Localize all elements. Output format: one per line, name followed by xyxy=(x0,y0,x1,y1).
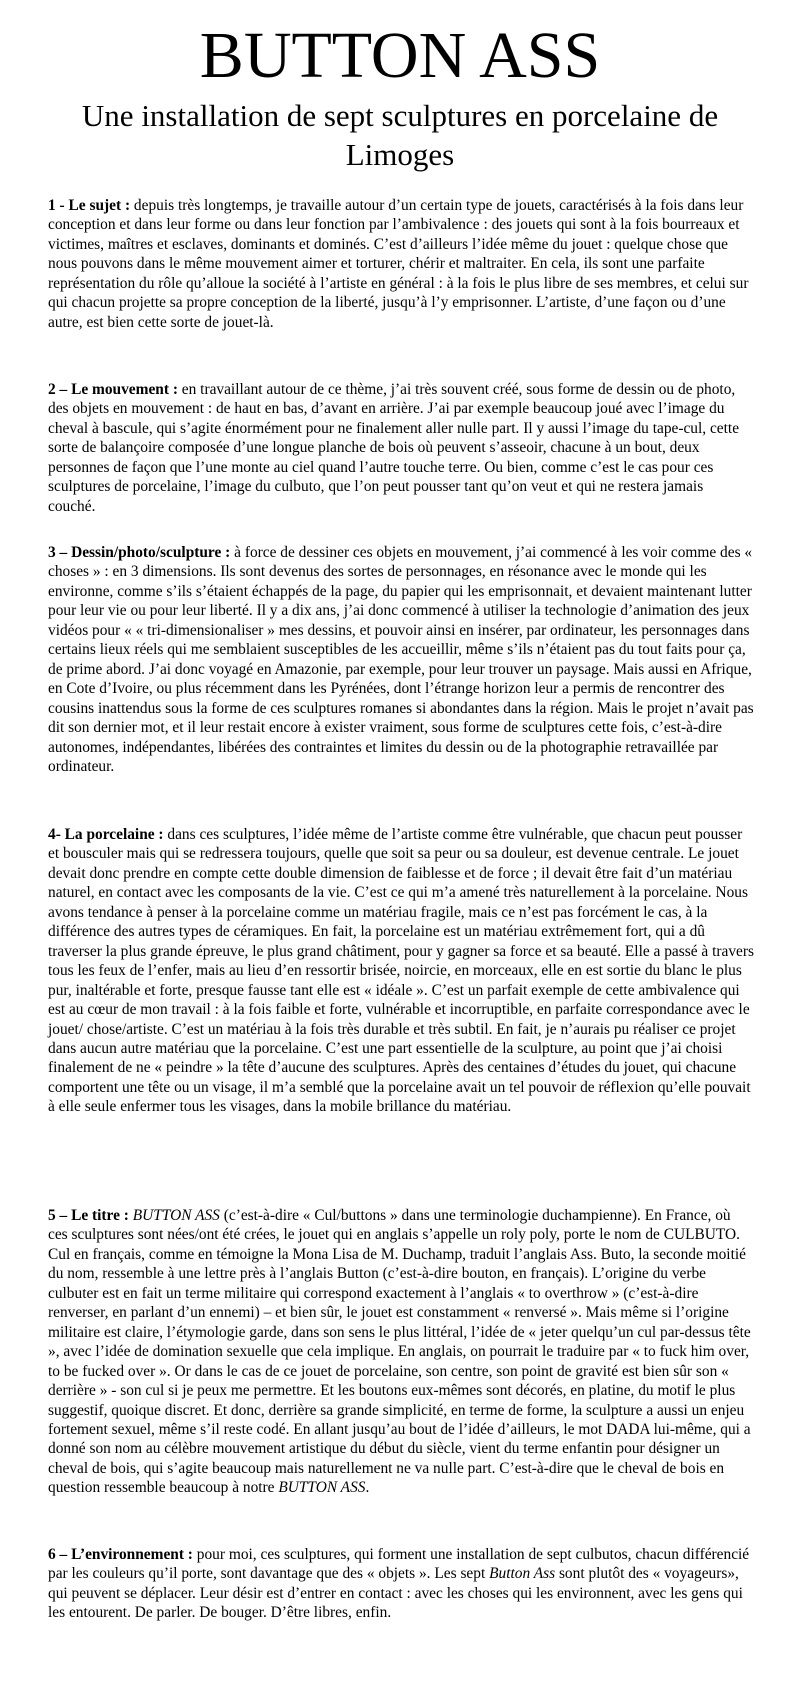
paragraph-heading: 6 – L’environnement : xyxy=(48,1546,193,1563)
paragraph-text: . xyxy=(365,1479,370,1497)
paragraph-heading: 3 – Dessin/photo/sculpture : xyxy=(48,544,231,561)
paragraph-mouvement xyxy=(48,380,754,516)
paragraph-heading: 1 - Le sujet : xyxy=(48,197,131,214)
paragraph-text: dans ces sculptures, l’idée même de l’artiste comme être vulnérable, que chacun peut pousser et bousculer mais qui se redressera toujours, quelle que soit sa peur ou sa douleur, est devenue centrale. Le jouet devait donc prendre en compte cette double dimension de faiblesse et de force ; il devait être fait d’un matériau naturel, en contact avec les composants de la vie. C’est ce qui m’a amené très naturellement à la porcelaine. Nous avons tendance à penser à la porcelaine comme un matériau fragile, mais ce n’est pas forcément le cas, à la différence des autres types de céramiques. En fait, la porcelaine est un matériau extrêmement fort, qui a dû traverser la plus grande épreuve, le plus grand châtiment, pour y gagner sa force et sa beauté. Elle a passé à travers tous les feux de l’enfer, mais au lieu d’en ressortir brisée, noircie, en morceaux, elle en est sortie du blanc le plus pur, inaltérable et forte, presque fausse tant elle est « idéale ». C’est un parfait exemple de cette ambivalence qui est au cœur de mon travail : à la fois faible et forte, vulnérable et incorruptible, en parfaite correspondance avec le jouet/ chose/artiste. C’est un matériau à la fois très durable et très subtil. En fait, je n’aurais pu réaliser ce projet dans aucun autre matériau que la porcelaine. C’est une part essentielle de la sculpture, au point que j’ai choisi finalement de ne « peindre » la tête d’aucune des sculptures. Après des centaines d’études du jouet, qui chacune comportent une tête ou un visage, il m’a semblé que la porcelaine avait un tel pouvoir de réflexion qu’elle pouvait à elle seule enfermer tous les visages, dans la mobile brillance du matériau. xyxy=(48,826,754,1116)
italic-title-reference: Button Ass xyxy=(489,1565,556,1583)
paragraph-text: en travaillant autour de ce thème, j’ai très souvent créé, sous forme de dessin ou de photo, des objets en mouvement : de haut en bas, d’avant en arrière. J’ai par exemple beaucoup joué avec l’image du cheval à bascule, qui s’agite énormément pour ne finalement aller nulle part. Il y aussi l’image du tape-cul, cette sorte de balançoire composée d’une longue planche de bois où peuvent s’asseoir, chacune à un bout, deux personnes de façon que l’une monte au ciel quand l’autre touche terre. Ou bien, comme c’est le cas pour ces sculptures de porcelaine, l’image du culbuto, que l’on peut pousser tant qu’on veut et qui ne restera jamais couché. xyxy=(48,381,740,515)
paragraph-dessin-photo-sculpture xyxy=(48,543,754,776)
italic-title-reference: BUTTON ASS xyxy=(278,1479,366,1497)
paragraph-heading: 2 – Le mouvement : xyxy=(48,381,178,398)
paragraph-environnement xyxy=(48,1545,754,1623)
document-title: BUTTON ASS xyxy=(199,19,601,92)
italic-title-reference: BUTTON ASS xyxy=(132,1207,220,1224)
paragraph-sujet xyxy=(48,196,754,332)
paragraph-text: sont plutôt des « voyageurs», qui peuvent se déplacer. Leur désir est d’entrer en contact : avec les choses qui les environnent, avec les gens qui les entourent. De parler. De bouger. D’être libres, enfin. xyxy=(48,1565,743,1622)
paragraph-text: depuis très longtemps, je travaille autour d’un certain type de jouets, caractérisés à la fois dans leur conception et dans leur forme ou dans leur fonction par l’ambivalence : des jouets qui sont à la fois bourreaux et victimes, maîtres et esclaves, dominants et dominés. C’est d’ailleurs l’idée même du jouet : quelque chose que nous pouvons dans le même mouvement aimer et torturer, chérir et maltraiter. En cela, ils sont une parfaite représentation du rôle qu’alloue la société à l’artiste en général : à la fois le plus libre de ses membres, et celui sur qui chacun projette sa propre conception de la liberté, jusqu’à l’y emprisonner. L’artiste, d’une façon ou d’une autre, est bien cette sorte de jouet-là. xyxy=(48,197,749,331)
document-subtitle: Une installation de sept sculptures en porcelaine de Limoges xyxy=(81,98,719,172)
paragraph-titre xyxy=(48,1206,754,1498)
paragraph-heading: 4- La porcelaine : xyxy=(48,826,164,843)
paragraph-text: pour moi, ces sculptures, qui forment une installation de sept culbutos, chacun différencié par les couleurs qu’il porte, sont davantage que des « objets ». Les sept xyxy=(48,1546,750,1583)
paragraph-text: (c’est-à-dire « Cul/buttons » dans une terminologie duchampienne). En France, où ces sculptures sont nées/ont été crées, le jouet qui en anglais s’appelle un roly poly, porte le nom de CULBUTO. Cul en français, comme en témoigne la Mona Lisa de M. Duchamp, traduit l’anglais Ass. Buto, la seconde moitié du nom, ressemble à une lettre près à l’anglais Button (c’est-à-dire bouton, en français). L’origine du verbe culbuter est en fait un terme militaire qui correspond exactement à l’anglais « to overthrow » (c’est-à-dire renverser, en parlant d’un ennemi) – et bien sûr, le jouet est constamment « renversé ». Mais même si l’origine militaire est claire, l’étymologie garde, dans son sens le plus littéral, l’idée de « jeter quelqu’un cul par-dessus tête », avec l’idée de domination sexuelle que cela implique. En anglais, on pourrait le traduire par « to fuck him over, to be fucked over ». Or dans le cas de ce jouet de porcelaine, son centre, son point de gravité est bien sûr son « derrière » - son cul si je peux me permettre. Et les boutons eux-mêmes sont décorés, en platine, du motif le plus suggestif, quoique discret. Et donc, derrière sa grande simplicité, en terme de forme, la sculpture a aussi un enjeu fortement sexuel, même s’il reste codé. En allant jusqu’au bout de l’idée d’ailleurs, le mot DADA lui-même, qui a donné son nom au célèbre mouvement artistique du début du siècle, vient du terme enfantin pour désigner un cheval de bois, qui s’agite beaucoup mais naturellement ne va nulle part. C’est-à-dire que le cheval de bois en question ressemble beaucoup à notre xyxy=(48,1207,751,1497)
paragraph-text: à force de dessiner ces objets en mouvement, j’ai commencé à les voir comme des « choses » : en 3 dimensions. Ils sont devenus des sortes de personnages, en résonance avec le monde qui les environne, comme s’ils s’étaient échappés de la page, du papier qui les emprisonnait, et devaient maintenant lutter pour leur vie ou pour leur liberté. Il y a dix ans, j’ai donc commencé à utiliser la technologie d’animation des jeux vidéos pour « « tri-dimensionaliser » mes dessins, et pouvoir ainsi en insérer, par ordinateur, les personnages dans certains lieux réels qui me semblaient susceptibles de les accueillir, même s’ils n’étaient pas du tout faits pour ça, de prime abord. J’ai donc voyagé en Amazonie, par exemple, pour leur trouver un paysage. Mais aussi en Afrique, en Cote d’Ivoire, ou plus récemment dans les Pyrénées, dont l’étrange horizon leur a permis de rencontrer des cousins inattendus sous la forme de ces sculptures romanes si abondantes dans la région. Mais le projet n’avait pas dit son dernier mot, et il leur restait encore à exister vraiment, sous forme de sculptures cette fois, c’est-à-dire autonomes, indépendantes, libérées des contraintes et limites du dessin ou de la photographie retravaillée par ordinateur. xyxy=(48,544,754,775)
paragraph-heading: 5 – Le titre : xyxy=(48,1207,129,1224)
paragraph-porcelaine xyxy=(48,825,754,1117)
